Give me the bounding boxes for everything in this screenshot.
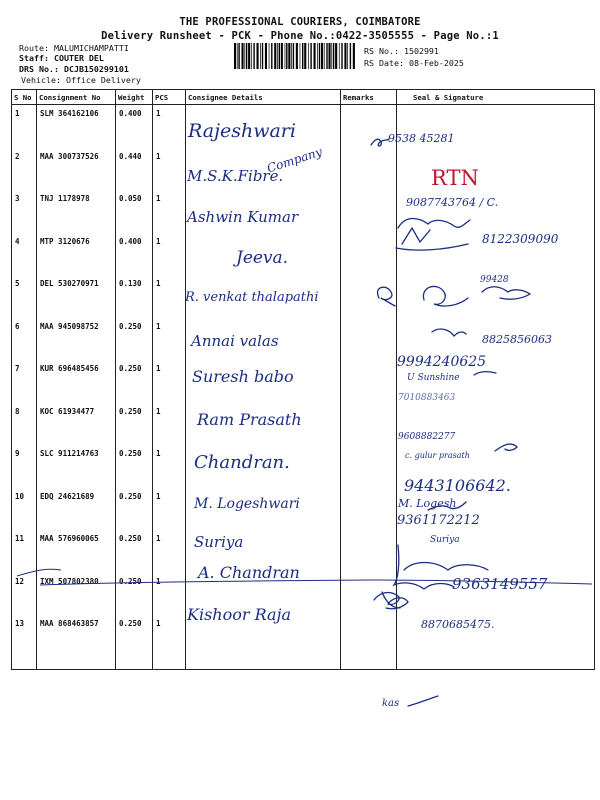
cell-weight: 0.250	[116, 318, 153, 361]
handwritten-signature: 9087743764 / C.	[406, 196, 499, 209]
cell-pcs: 1	[153, 318, 186, 361]
cell-consignment: MAA 300737526	[37, 148, 116, 191]
company-title: THE PROFESSIONAL COURIERS, COIMBATORE	[179, 16, 421, 28]
handwritten-signature: M. Logesh	[398, 497, 457, 510]
cell-weight: 0.250	[116, 360, 153, 403]
cell-pcs: 1	[153, 360, 186, 403]
cell-consignment: MAA 868463857	[37, 615, 116, 670]
cell-consignment: KUR 696485456	[37, 360, 116, 403]
signature-stroke	[495, 444, 517, 451]
cell-weight: 0.250	[116, 488, 153, 531]
handwritten-signature: U Sunshine	[407, 373, 460, 383]
handwritten-signature: 7010883463	[398, 393, 456, 403]
handwritten-consignee: R. venkat thalapathi	[185, 290, 319, 305]
handwritten-consignee: A. Chandran	[198, 563, 300, 582]
handwritten-signature: 9363149557	[452, 575, 548, 593]
cell-sno: 7	[12, 360, 37, 403]
handwritten-consignee: Ashwin Kumar	[187, 208, 299, 226]
handwritten-signature: 9994240625	[397, 354, 487, 370]
cell-consignment: IXM 507802380	[37, 573, 116, 616]
cell-weight: 0.250	[116, 573, 153, 616]
cell-weight: 0.250	[116, 445, 153, 488]
col-sno: S No	[12, 90, 37, 105]
cell-pcs: 1	[153, 530, 186, 573]
cell-pcs: 1	[153, 445, 186, 488]
handwritten-consignee: Ram Prasath	[197, 410, 302, 429]
signature-stroke	[398, 219, 470, 229]
cell-consignment: SLC 911214763	[37, 445, 116, 488]
col-consignee: Consignee Details	[186, 90, 341, 105]
handwritten-consignee: Annai valas	[191, 332, 279, 350]
cell-weight: 0.440	[116, 148, 153, 191]
cell-weight: 0.050	[116, 190, 153, 233]
cell-consignment: TNJ 1178978	[37, 190, 116, 233]
cell-sno: 11	[12, 530, 37, 573]
cell-consignment: MAA 945098752	[37, 318, 116, 361]
handwritten-consignee: M. Logeshwari	[194, 496, 300, 512]
col-weight: Weight	[116, 90, 153, 105]
signature-stroke	[396, 244, 468, 250]
signature-stroke	[482, 287, 530, 299]
cell-pcs: 1	[153, 573, 186, 616]
handwritten-signature: 9608882277	[398, 432, 456, 442]
signature-stroke	[423, 286, 468, 306]
handwritten-signature: 9443106642.	[404, 476, 511, 495]
cell-consignment: KOC 61934477	[37, 403, 116, 446]
cell-pcs: 1	[153, 233, 186, 276]
cell-pcs: 1	[153, 148, 186, 191]
rs-date: RS Date: 08-Feb-2025	[364, 58, 464, 68]
cell-pcs: 1	[153, 190, 186, 233]
runsheet-title: Delivery Runsheet - PCK - Phone No.:0422-3505555 - Page No.:1	[101, 30, 499, 42]
handwritten-consignee: Suriya	[194, 533, 244, 551]
cell-sno: 9	[12, 445, 37, 488]
col-pcs: PCS	[153, 90, 186, 105]
cell-weight: 0.250	[116, 615, 153, 670]
handwritten-consignee: Jeeva.	[236, 248, 289, 268]
cell-pcs: 1	[153, 488, 186, 531]
handwritten-signature: 9538 45281	[388, 132, 455, 145]
cell-sno: 13	[12, 615, 37, 670]
route-label: Route: MALUMICHAMPATTI	[19, 43, 129, 53]
handwritten-consignee: Rajeshwari	[188, 120, 296, 142]
remark-rtn: RTN	[431, 166, 479, 190]
cell-pcs: 1	[153, 615, 186, 670]
signature-stroke	[428, 502, 466, 510]
drs-number: DRS No.: DCJB150299101	[19, 64, 129, 74]
cell-pcs: 1	[153, 105, 186, 148]
handwritten-consignee: Suresh babo	[192, 367, 294, 386]
signature-stroke	[374, 593, 408, 609]
staff-label: Staff: COUTER DEL	[19, 53, 104, 63]
signature-stroke	[402, 228, 430, 244]
signature-stroke	[394, 545, 454, 589]
handwritten-consignee: M.S.K.Fibre.	[187, 167, 284, 185]
cell-consignment: EDQ 24621689	[37, 488, 116, 531]
cross-stroke	[40, 580, 592, 585]
cell-weight: 0.250	[116, 530, 153, 573]
cell-pcs: 1	[153, 275, 186, 318]
signature-stroke	[408, 696, 438, 706]
handwritten-signature: 8870685475.	[421, 618, 495, 631]
signature-stroke	[378, 287, 395, 306]
cell-sno: 6	[12, 318, 37, 361]
cell-pcs: 1	[153, 403, 186, 446]
cell-consignment: MTP 3120676	[37, 233, 116, 276]
handwritten-consignee: Company	[265, 144, 324, 176]
col-remarks: Remarks	[341, 90, 397, 105]
cell-weight: 0.400	[116, 105, 153, 148]
cell-weight: 0.130	[116, 275, 153, 318]
handwritten-signature: 99428	[480, 275, 509, 285]
handwritten-consignee: Chandran.	[194, 452, 290, 473]
signature-stroke	[404, 563, 488, 571]
cell-sno: 4	[12, 233, 37, 276]
handwritten-signature: c. gulur prasath	[405, 451, 470, 460]
cell-sno: 1	[12, 105, 37, 148]
handwritten-signature: 8825856063	[482, 333, 552, 346]
cross-stroke	[17, 569, 61, 576]
cell-weight: 0.250	[116, 403, 153, 446]
handwritten-signature: Suriya	[430, 535, 460, 545]
vehicle-label: Vehicle: Office Delivery	[21, 75, 141, 85]
handwritten-signature: kas	[382, 698, 400, 709]
cell-consignment: MAA 576960065	[37, 530, 116, 573]
signature-stroke	[371, 139, 389, 146]
handwritten-signature: 8122309090	[482, 232, 559, 246]
signature-stroke	[474, 372, 496, 375]
handwritten-consignee: Kishoor Raja	[187, 605, 292, 624]
cell-weight: 0.400	[116, 233, 153, 276]
rs-number: RS No.: 1502991	[364, 46, 439, 56]
handwritten-signature: 9361172212	[397, 513, 480, 528]
cell-sno: 10	[12, 488, 37, 531]
cell-consignment: SLM 364162106	[37, 105, 116, 148]
cell-sno: 8	[12, 403, 37, 446]
cell-sno: 3	[12, 190, 37, 233]
cell-consignment: DEL 530270971	[37, 275, 116, 318]
col-consignment: Consignment No	[37, 90, 116, 105]
col-seal: Seal & Signature	[397, 90, 595, 105]
cell-sno: 5	[12, 275, 37, 318]
cell-sno: 2	[12, 148, 37, 191]
cell-sno: 12	[12, 573, 37, 616]
signature-stroke	[432, 329, 466, 336]
